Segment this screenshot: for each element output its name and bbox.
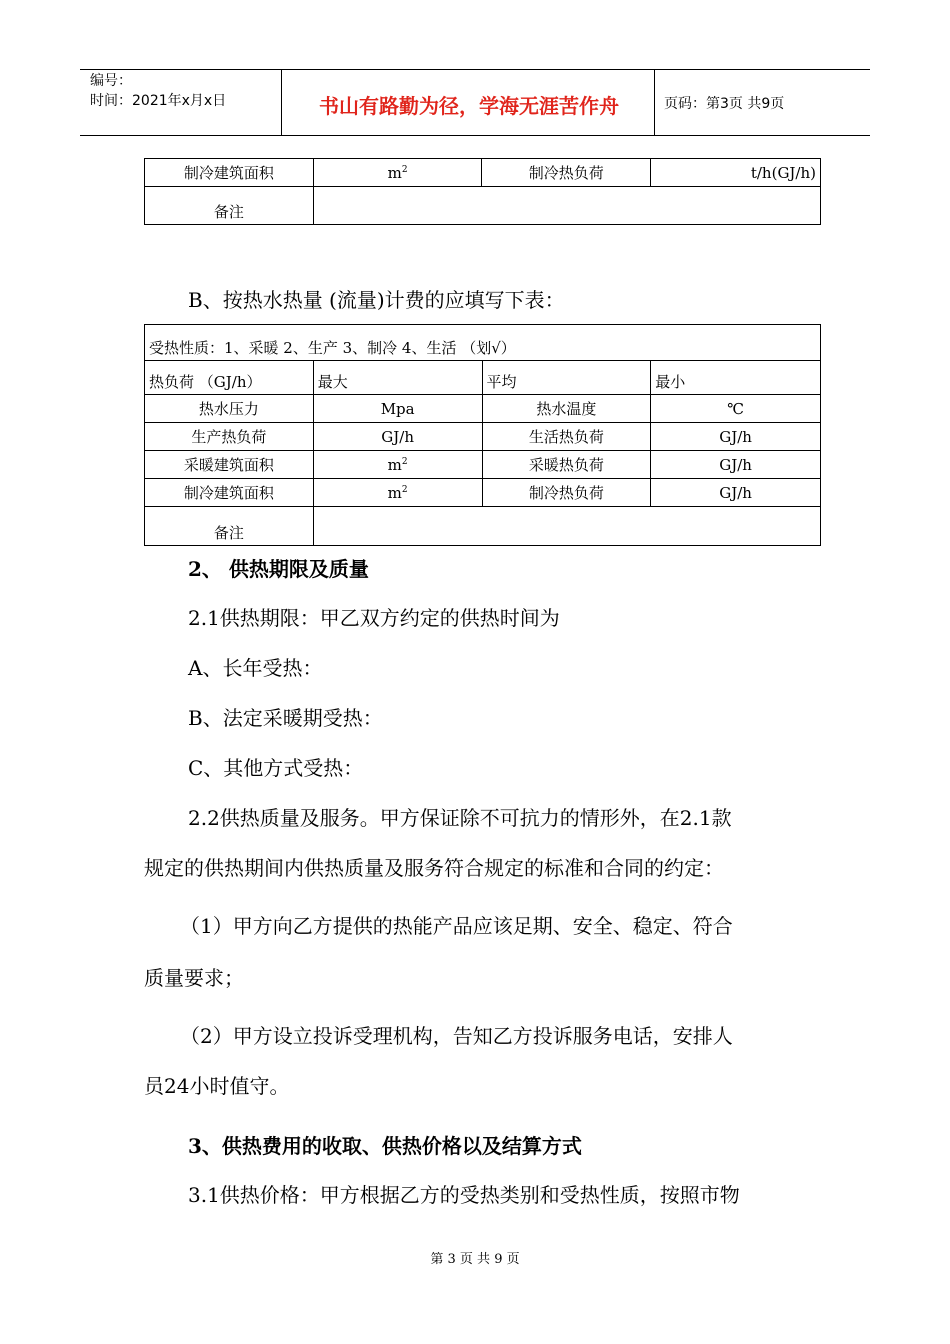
paragraph: 规定的供热期间内供热质量及服务符合规定的标准和合同的约定： xyxy=(144,856,724,880)
table-cell: 平均 xyxy=(482,361,651,395)
header-bottom-rule xyxy=(80,135,870,136)
paragraph: A、长年受热： xyxy=(188,656,323,680)
table-cell: 采暖热负荷 xyxy=(482,451,651,479)
table-cell: $m^2$ xyxy=(313,479,482,507)
paragraph: 员24小时值守。 xyxy=(144,1074,290,1098)
table-cell: GJ/h xyxy=(651,479,821,507)
document-number-label: 编号： xyxy=(90,73,132,89)
table-cell: Mpa xyxy=(313,395,482,423)
table-cell: ℃ xyxy=(651,395,821,423)
note-cell xyxy=(313,507,820,546)
table-cell: 制冷热负荷 xyxy=(482,159,651,187)
section-b-heading: B、按热水热量 (流量)计费的应填写下表： xyxy=(188,288,565,312)
table-cell: 最大 xyxy=(313,361,482,395)
document-time-label: 时间：2021年x月x日 xyxy=(90,93,227,109)
table-cell: 制冷建筑面积 xyxy=(145,479,314,507)
table-cell: $m^2$ xyxy=(313,159,482,187)
paragraph: （1）甲方向乙方提供的热能产品应该足期、安全、稳定、符合 xyxy=(180,914,733,938)
paragraph: B、法定采暖期受热： xyxy=(188,706,383,730)
table-cell: GJ/h xyxy=(651,423,821,451)
table-cell: t/h(GJ/h) xyxy=(651,159,821,187)
header-divider xyxy=(654,69,655,135)
table-cell: 生活热负荷 xyxy=(482,423,651,451)
paragraph: （2）甲方设立投诉受理机构，告知乙方投诉服务电话，安排人 xyxy=(180,1024,733,1048)
header-motto: 书山有路勤为径，学海无涯苦作舟 xyxy=(319,94,619,118)
page-footer: 第 3 页 共 9 页 xyxy=(430,1252,520,1267)
hot-water-table xyxy=(144,324,821,546)
section-2-heading: 2、 供热期限及质量 xyxy=(188,557,369,581)
cooling-table xyxy=(144,158,821,225)
paragraph: 3.1供热价格：甲方根据乙方的受热类别和受热性质，按照市物 xyxy=(188,1183,740,1207)
note-cell xyxy=(313,187,820,225)
table-cell: 采暖建筑面积 xyxy=(145,451,314,479)
table-cell: 热水温度 xyxy=(482,395,651,423)
table-cell: 热水压力 xyxy=(145,395,314,423)
paragraph: 质量要求； xyxy=(144,966,244,990)
section-3-heading: 3、供热费用的收取、供热价格以及结算方式 xyxy=(188,1134,582,1158)
paragraph: C、其他方式受热： xyxy=(188,756,364,780)
heat-type-row: 受热性质：1、采暖 2、生产 3、制冷 4、生活 （划√） xyxy=(145,325,821,361)
table-cell: GJ/h xyxy=(313,423,482,451)
table-cell: 制冷热负荷 xyxy=(482,479,651,507)
table-cell: 热负荷 （GJ/h） xyxy=(145,361,314,395)
paragraph: 2.1供热期限：甲乙双方约定的供热时间为 xyxy=(188,606,560,630)
table-cell: GJ/h xyxy=(651,451,821,479)
table-cell: 制冷建筑面积 xyxy=(145,159,314,187)
header-divider xyxy=(281,69,282,135)
header-top-rule xyxy=(80,69,870,70)
table-cell: 生产热负荷 xyxy=(145,423,314,451)
table-cell: 最小 xyxy=(651,361,821,395)
header-page-number: 页码：第3页 共9页 xyxy=(664,96,785,112)
table-cell: $m^2$ xyxy=(313,451,482,479)
note-label: 备注 xyxy=(145,187,314,225)
note-label: 备注 xyxy=(145,507,314,546)
paragraph: 2.2供热质量及服务。甲方保证除不可抗力的情形外，在2.1款 xyxy=(188,806,732,830)
